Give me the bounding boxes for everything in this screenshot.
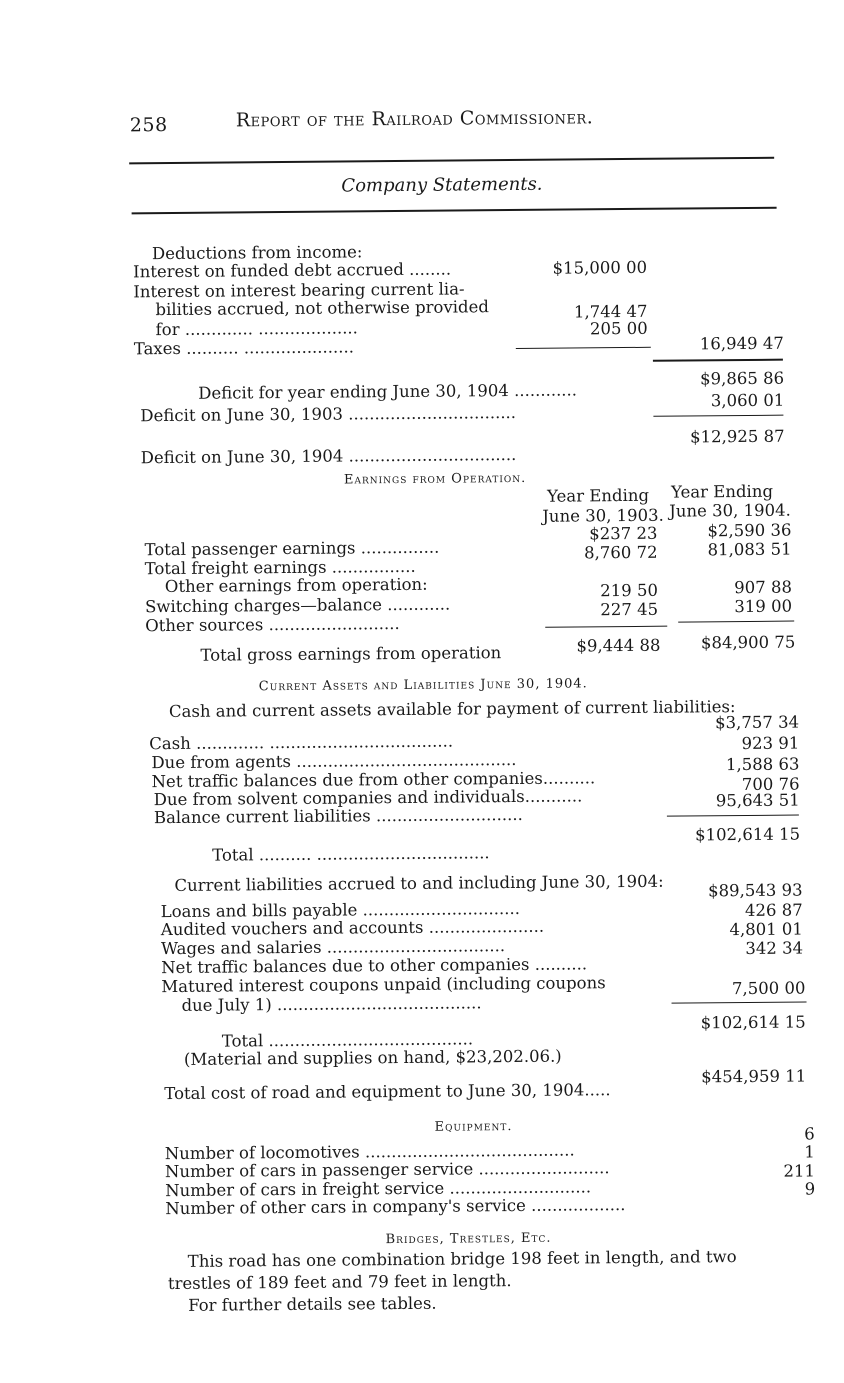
row-label: Net traffic balances due to other companies .......... <box>161 954 588 978</box>
section-title: Company Statements. <box>341 173 543 197</box>
page-number: 258 <box>129 114 168 137</box>
row-label: Switching charges—balance ............ <box>144 594 451 617</box>
row-value-1903: 227 45 <box>600 599 659 620</box>
asset-total-row <box>2 824 844 869</box>
row-label: Taxes .......... ..................... <box>133 337 355 359</box>
row-value-1904: $2,590 36 <box>707 520 792 541</box>
row-value: 7,500 00 <box>731 978 806 999</box>
row-label: Number of other cars in company's service .................. <box>165 1195 626 1219</box>
row-label: Due from agents .......................................... <box>151 749 517 773</box>
row-label: Interest on interest bearing current lia- <box>133 279 465 302</box>
row-label: Number of cars in passenger service ......................... <box>164 1158 610 1182</box>
row-value: $3,757 34 <box>715 712 800 733</box>
row-label: Total freight earnings ................ <box>144 556 416 579</box>
row-label: for ............. ................... <box>155 318 358 340</box>
row-value: 1,588 63 <box>725 754 800 775</box>
deductions-heading: Deductions from income: <box>151 242 363 264</box>
row-label: Deficit on June 30, 1904 ................................ <box>140 444 517 468</box>
bridges-text-line-1: This road has one combination bridge 198 feet in length, and two <box>187 1247 737 1271</box>
row-label: Audited vouchers and accounts ...................... <box>160 916 545 940</box>
row-value-1903: $237 23 <box>589 523 658 544</box>
total-label: Total ....................................... <box>221 1029 474 1051</box>
row-value-1904: 907 88 <box>734 577 792 598</box>
col2-header-1: Year Ending <box>670 481 774 502</box>
row-value: 3,060 01 <box>710 390 785 411</box>
row-label: bilities accrued, not otherwise provided <box>155 297 489 320</box>
current-liabilities-heading: Current liabilities accrued to and including June 30, 1904: <box>174 871 664 895</box>
row-value: $9,865 86 <box>700 368 785 389</box>
row-value: 700 76 <box>741 774 800 795</box>
row-value: 342 34 <box>745 938 804 958</box>
row-label: Number of cars in freight service ........................... <box>165 1177 592 1201</box>
row-value: 6 <box>804 1124 815 1144</box>
row-label: due July 1) ....................................... <box>181 993 482 1015</box>
total-value: $102,614 15 <box>700 1012 806 1033</box>
row-label: Balance current liabilities ............................ <box>153 804 523 828</box>
row-label: Wages and salaries .................................. <box>160 936 506 959</box>
current-assets-heading: Cash and current assets available for payment of current liabilities: <box>168 697 736 722</box>
row-value-1903: 8,760 72 <box>584 542 658 563</box>
row-value: $15,000 00 <box>552 257 648 278</box>
row-label: Total cost of road and equipment to June 30, 1904..... <box>164 1080 611 1104</box>
row-value-1904: 319 00 <box>734 596 793 617</box>
row-label: Other sources ......................... <box>145 614 400 636</box>
total-value: $102,614 15 <box>694 824 801 845</box>
row-value: $454,959 11 <box>701 1066 807 1087</box>
col1-header-2: June 30, 1903. <box>542 505 664 526</box>
row-label: Cash ............. ................................... <box>149 731 454 754</box>
equipment-title: Equipment. <box>434 1119 513 1135</box>
row-value-1904: 81,083 51 <box>707 539 792 560</box>
row-label: Loans and bills payable .............................. <box>160 898 520 922</box>
row-value-1903: 219 50 <box>600 580 659 601</box>
row-label: Total passenger earnings ............... <box>144 537 440 560</box>
sum-rule <box>653 359 783 362</box>
col2-header-2: June 30, 1904. <box>669 500 791 521</box>
col1-header-1: Year Ending <box>547 485 650 506</box>
deficit-row <box>0 426 843 471</box>
total-1903: $9,444 88 <box>576 635 661 656</box>
row-value: 211 <box>783 1161 816 1181</box>
row-value: 205 00 <box>589 318 648 339</box>
row-label: Deficit for year ending June 30, 1904 ............ <box>198 380 578 403</box>
row-value: $12,925 87 <box>690 426 785 447</box>
row-total: 16,949 47 <box>699 333 784 354</box>
road-cost-row <box>4 1066 844 1107</box>
row-label: Other earnings from operation: <box>164 574 428 597</box>
bridges-text-line-3: For further details see tables. <box>188 1293 437 1315</box>
total-label: Total .......... ................................. <box>212 843 490 865</box>
header-rule-top <box>129 157 774 165</box>
running-title: Report of the Railroad Commissioner. <box>235 106 594 132</box>
row-value: 1,744 47 <box>573 301 648 322</box>
current-assets-title: Current Assets and Liabilities June 30, 1904. <box>258 676 588 695</box>
row-value: 4,801 01 <box>729 919 803 940</box>
bridges-text-line-2: trestles of 189 feet and 79 feet in length. <box>167 1271 512 1294</box>
earnings-title: Earnings from Operation. <box>343 470 527 488</box>
row-value: 95,643 51 <box>715 790 800 811</box>
bridges-title: Bridges, Trestles, Etc. <box>385 1230 552 1248</box>
total-label: Total gross earnings from operation <box>200 643 502 665</box>
total-1904: $84,900 75 <box>700 632 796 653</box>
row-value: 923 91 <box>741 733 800 754</box>
row-value: 9 <box>804 1179 816 1199</box>
materials-note: (Material and supplies on hand, $23,202.06.) <box>183 1046 562 1069</box>
header-rule-bottom <box>132 207 777 215</box>
row-value: $89,543 93 <box>707 880 803 901</box>
row-label: Number of locomotives ........................................ <box>164 1140 575 1164</box>
row-label: Net traffic balances due from other companies.......... <box>151 768 596 792</box>
row-label: Deficit on June 30, 1903 ................................ <box>140 402 517 426</box>
row-label: Due from solvent companies and individuals........... <box>153 786 583 810</box>
row-label: Interest on funded debt accrued ........ <box>133 259 452 282</box>
row-label: Matured interest coupons unpaid (including coupons <box>161 973 606 997</box>
earnings-total-row <box>0 632 844 669</box>
row-value: 1 <box>804 1142 815 1162</box>
row-value: 426 87 <box>744 900 803 921</box>
